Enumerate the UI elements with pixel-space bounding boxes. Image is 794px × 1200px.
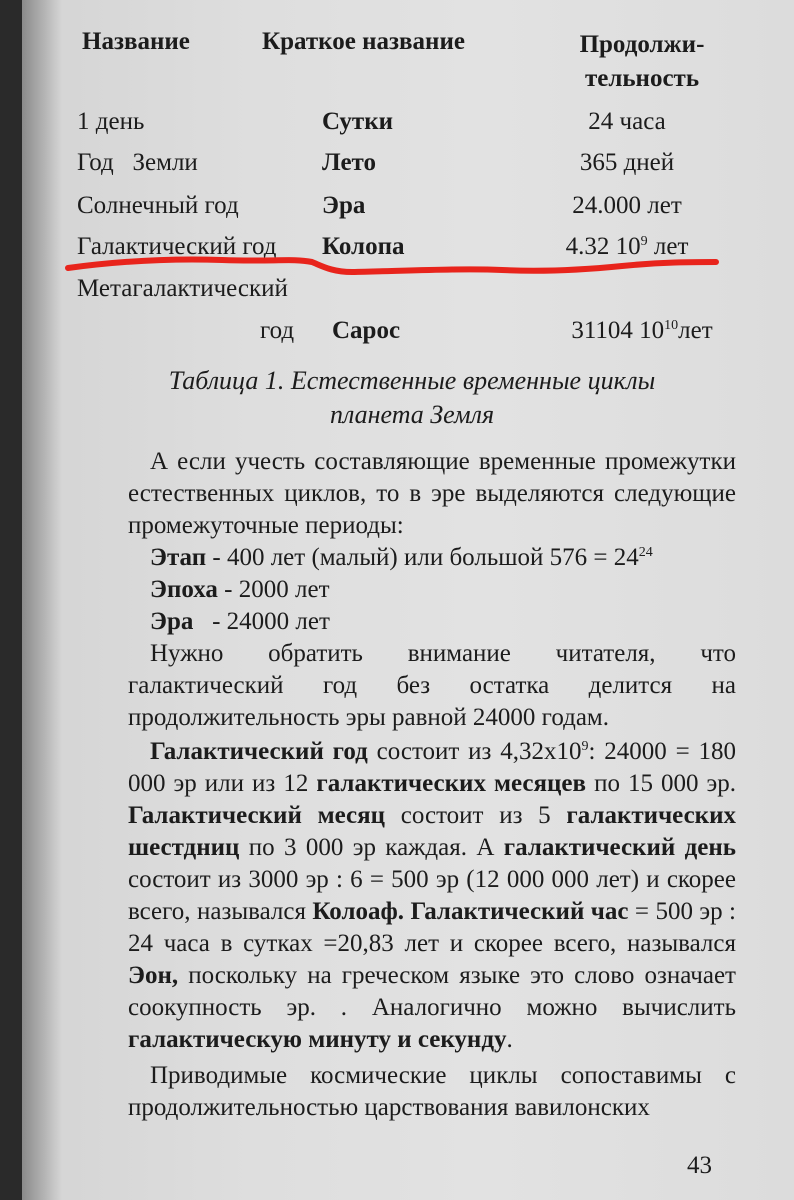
list-text: - 24000 лет: [193, 608, 330, 635]
paragraph-intro: А если учесть составляющие временные промежутки естественных циклов, то в эре выделяются следующие промежуточные периоды:: [128, 448, 736, 539]
duration-base: 31104 10: [571, 317, 665, 344]
table-header-duration-line1: Продолжи-: [579, 31, 705, 58]
text: = 500 эр : 24 часа в сутках =20,83 лет и скорее всего, назывался: [128, 898, 736, 957]
row-name-line1: Метагалактический: [77, 275, 288, 302]
table-row: [22, 272, 794, 306]
table-row: [22, 314, 794, 348]
page-number: 43: [687, 1152, 712, 1179]
duration-exponent: 9: [640, 234, 648, 249]
paragraph-cosmic-cycles: Приводимые космические циклы сопоставимы с продолжительностью царствования вавилонских: [128, 1062, 736, 1121]
row-duration: [542, 314, 742, 348]
duration-unit: лет: [678, 317, 713, 344]
row-short-name: Колопа: [322, 233, 405, 260]
list-term: Этап: [150, 544, 207, 571]
paragraph-galactic-cycles: [128, 736, 736, 1056]
table-header-name: Название: [82, 28, 190, 55]
caption-line1: Таблица 1. Естественные временные циклы: [168, 366, 656, 395]
list-item: [128, 574, 736, 606]
row-short-name: Лето: [322, 149, 377, 176]
text: .: [506, 1026, 513, 1053]
term: Эон,: [128, 962, 179, 989]
row-duration: 365 дней: [579, 149, 675, 176]
duration-base: 4.32 10: [565, 233, 641, 260]
row-name-line2: год: [260, 317, 295, 344]
list-item: [128, 542, 736, 574]
table-header-short-name: Краткое название: [262, 28, 465, 55]
term: Галактический час: [410, 898, 629, 925]
term: галактических месяцев: [316, 770, 587, 797]
row-name: Солнечный год: [77, 192, 239, 219]
list-sup: 24: [638, 545, 653, 560]
list-term: Эпоха: [150, 576, 218, 603]
duration-exponent: 10: [664, 318, 679, 333]
list-item: [128, 606, 736, 638]
row-short-name: Сарос: [332, 317, 401, 344]
table-caption: [82, 364, 742, 432]
term: Галактический месяц: [128, 802, 386, 829]
term-galactic-year: Галактический год: [150, 738, 368, 765]
row-name: Год Земли: [77, 149, 198, 176]
paragraph-galactic-year: Нужно обратить внимание читателя, что галактический год без остатка делится на продолжительность эры равной 24000 годам.: [128, 640, 736, 731]
row-duration: 24.000 лет: [572, 192, 682, 219]
text: по 15 000 эр.: [586, 770, 737, 797]
text: поскольку на греческом языке это слово означает соокупность эр. . Аналогично можно вычислить: [128, 962, 736, 1021]
book-page: [22, 0, 794, 1200]
list-text: - 2000 лет: [217, 576, 330, 603]
body-text: [128, 446, 736, 1124]
text: состоит из 5: [385, 802, 567, 829]
term: галактических шестдниц: [128, 802, 736, 861]
table-header-duration-line2: тельность: [584, 65, 700, 92]
caption-line2: планета Земля: [329, 400, 495, 429]
term: галактический день: [503, 834, 736, 861]
term: галактическую минуту и секунду: [128, 1026, 507, 1053]
duration-unit: лет: [647, 233, 689, 260]
text: по 3 000 эр каждая. А: [239, 834, 504, 861]
list-text: - 400 лет (малый) или большой 576 = 24: [206, 544, 639, 571]
text: состоит из 4,32х10: [367, 738, 582, 765]
text: : 24000 = 180 000 эр или из 12: [128, 738, 736, 797]
term: Колоаф.: [312, 898, 405, 925]
text: состоит из 3000 эр : 6 = 500 эр (12 000 000 лет) и скорее всего, назывался: [128, 866, 736, 925]
list-term: Эра: [150, 608, 194, 635]
row-short-name: Эра: [322, 192, 366, 219]
row-name: 1 день: [77, 108, 145, 135]
red-highlight-underline: [22, 0, 794, 300]
row-duration: 24 часа: [588, 108, 666, 135]
sup: 9: [581, 739, 589, 754]
row-short-name: Сутки: [322, 108, 394, 135]
row-name: Галактический год: [77, 233, 277, 260]
